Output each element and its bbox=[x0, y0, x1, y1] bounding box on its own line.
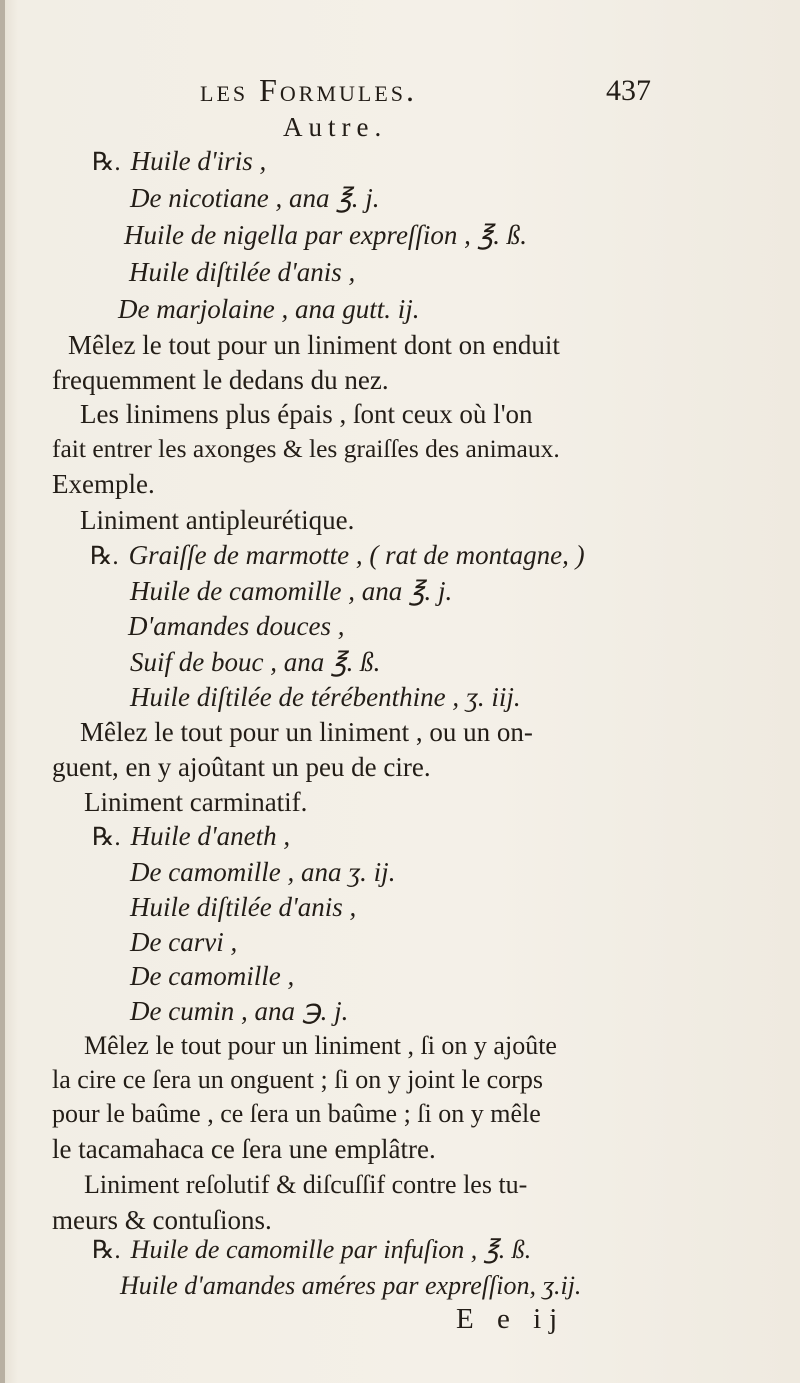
recipe-symbol: ℞. bbox=[90, 543, 119, 570]
text-line: D'amandes douces , bbox=[128, 611, 345, 641]
text-line: Huile diſtilée d'anis , bbox=[130, 892, 357, 922]
text-line: meurs & contuſions. bbox=[52, 1205, 272, 1235]
text-line: Liniment carminatif. bbox=[84, 787, 308, 817]
text-line: pour le baûme , ce ſera un baûme ; ſi on y mêle bbox=[52, 1099, 541, 1128]
text-line: De camomille , ana ʒ. ij. bbox=[130, 857, 396, 887]
page-number: 437 bbox=[606, 74, 651, 107]
text-line: De nicotiane , ana ℥. j. bbox=[130, 183, 380, 213]
text-line: la cire ce ſera un onguent ; ſi on y joint le corps bbox=[52, 1065, 543, 1094]
text-line: Liniment antipleurétique. bbox=[80, 505, 355, 535]
text-line: ℞. Huile d'aneth , bbox=[92, 821, 291, 851]
text-line: Mêlez le tout pour un liniment dont on enduit bbox=[68, 330, 560, 360]
text-line: frequemment le dedans du nez. bbox=[52, 365, 389, 395]
running-title: les Formules. bbox=[200, 72, 418, 108]
recipe-symbol: ℞. bbox=[92, 1237, 121, 1264]
recipe-symbol: ℞. bbox=[92, 149, 121, 176]
text-line: Les linimens plus épais , ſont ceux où l'on bbox=[80, 399, 533, 429]
text-line: fait entrer les axonges & les graiſſes des animaux. bbox=[52, 434, 560, 463]
text-line: ℞. Huile de camomille par infuſion , ℥. ß. bbox=[92, 1235, 532, 1264]
text-line: le tacamahaca ce ſera une emplâtre. bbox=[52, 1134, 436, 1164]
text-line: Huile diſtilée d'anis , bbox=[129, 257, 356, 287]
text-line: De carvi , bbox=[130, 927, 238, 957]
text-line: Exemple. bbox=[52, 469, 155, 499]
text-line: Huile de camomille , ana ℥. j. bbox=[130, 576, 453, 606]
text-line: De marjolaine , ana gutt. ij. bbox=[118, 294, 420, 324]
recipe-symbol: ℞. bbox=[92, 824, 121, 851]
text-line: Huile d'amandes améres par expreſſion, ʒ.ij. bbox=[120, 1271, 582, 1300]
page-edge bbox=[0, 0, 5, 1383]
text-line: De cumin , ana ℈. j. bbox=[130, 996, 349, 1026]
text-line: ℞. Huile d'iris , bbox=[92, 146, 267, 176]
text-line: Liniment reſolutif & diſcuſſif contre les tu- bbox=[84, 1170, 528, 1199]
text-line: Mêlez le tout pour un liniment , ou un on- bbox=[80, 717, 533, 747]
text-line: Suif de bouc , ana ℥. ß. bbox=[130, 647, 381, 677]
section-title: Autre. bbox=[283, 112, 388, 142]
text-line: guent, en y ajoûtant un peu de cire. bbox=[52, 752, 431, 782]
text-line: Huile diſtilée de térébenthine , ʒ. iij. bbox=[130, 682, 521, 712]
catchword: E e ij bbox=[456, 1303, 566, 1335]
text-line: ℞. Graiſſe de marmotte , ( rat de montagne, ) bbox=[90, 540, 585, 570]
text-line: De camomille , bbox=[130, 961, 295, 991]
text-line: Huile de nigella par expreſſion , ℥. ß. bbox=[124, 220, 528, 250]
text-line: Mêlez le tout pour un liniment , ſi on y ajoûte bbox=[84, 1031, 557, 1060]
